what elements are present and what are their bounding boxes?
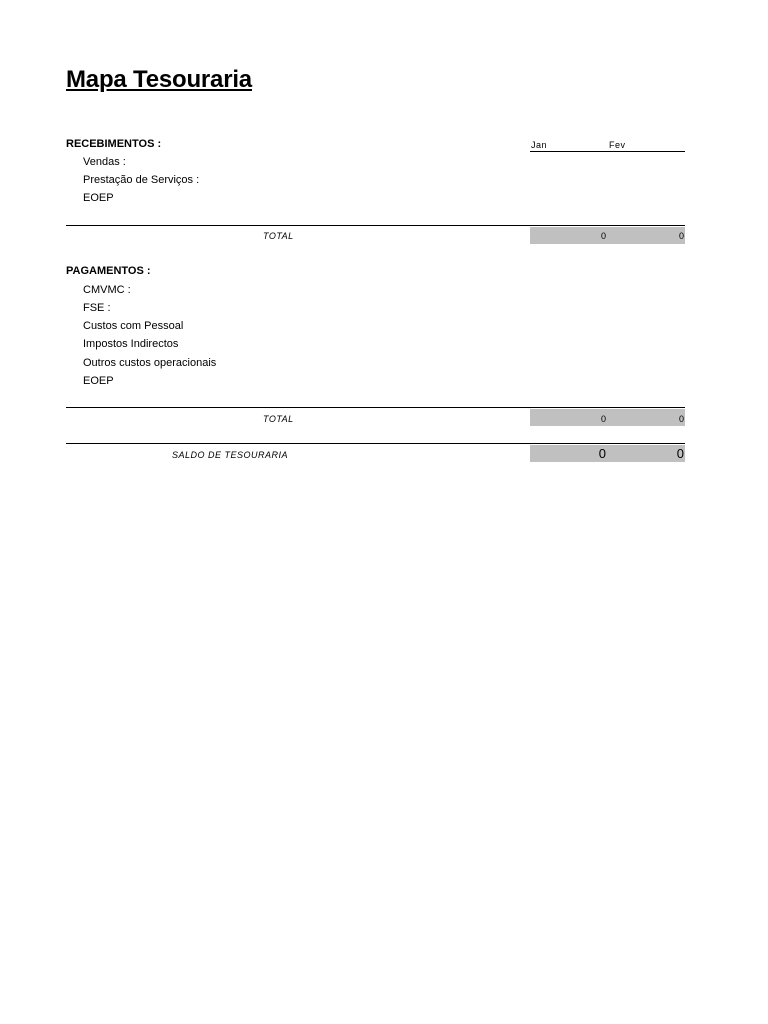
column-header-fev: Fev [609,140,626,150]
pagamentos-heading: PAGAMENTOS : [66,265,151,277]
saldo-divider [66,443,685,444]
pagamentos-total-label: TOTAL [263,414,294,424]
recebimentos-item-eoep: EOEP [83,192,114,204]
recebimentos-divider [66,225,685,226]
page-title: Mapa Tesouraria [66,66,252,93]
pagamentos-divider [66,407,685,408]
pagamentos-item-custos-pessoal: Custos com Pessoal [83,320,184,332]
recebimentos-item-vendas: Vendas : [83,156,126,168]
saldo-value-fev: 0 [676,446,684,461]
column-header-jan: Jan [531,140,548,150]
recebimentos-total-label: TOTAL [263,231,294,241]
pagamentos-item-eoep: EOEP [83,375,114,387]
recebimentos-total-fev: 0 [678,231,684,241]
pagamentos-total-jan: 0 [600,414,606,424]
column-header-underline [530,151,685,152]
pagamentos-total-fev: 0 [678,414,684,424]
pagamentos-item-outros-custos: Outros custos operacionais [83,357,217,369]
pagamentos-item-cmvmc: CMVMC : [83,284,131,296]
recebimentos-total-jan: 0 [600,231,606,241]
recebimentos-heading: RECEBIMENTOS : [66,138,162,150]
pagamentos-item-impostos-indirectos: Impostos Indirectos [83,338,179,350]
recebimentos-item-prestacao-servicos: Prestação de Serviços : [83,174,200,186]
pagamentos-item-fse: FSE : [83,302,111,314]
saldo-value-jan: 0 [598,446,606,461]
saldo-label: SALDO DE TESOURARIA [172,450,289,460]
